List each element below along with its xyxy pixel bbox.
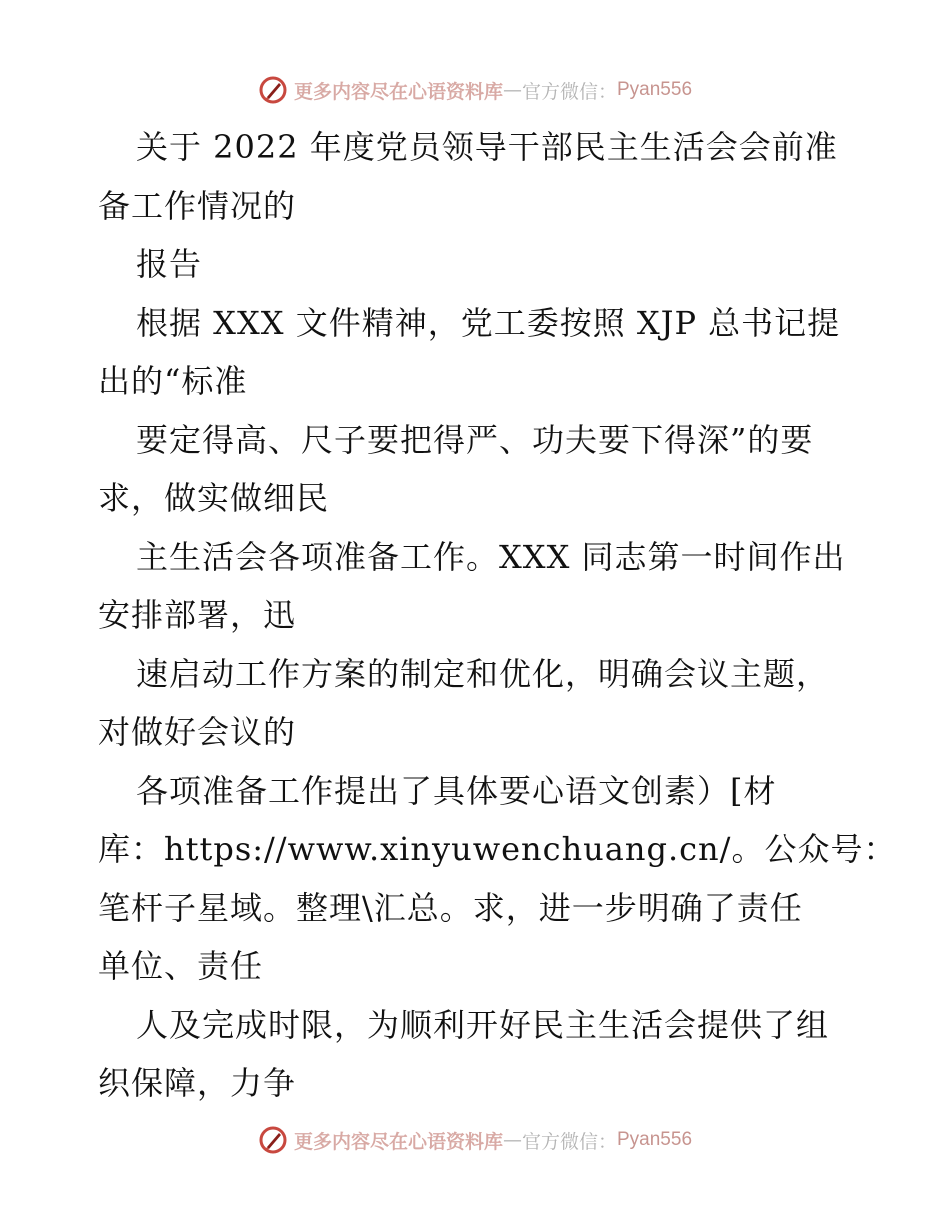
document-line: 各项准备工作提出了具体要心语文创素）[材 [136, 771, 777, 810]
document-line: 主生活会各项准备工作。XXX 同志第一时间作出 [136, 537, 846, 576]
document-line: 报告 [136, 245, 203, 283]
document-line: 备工作情况的 [98, 186, 297, 225]
watermark-account: Pyan556 [617, 79, 693, 100]
document-line: 库：https://www.xinyuwenchuang.cn/。公众号： [98, 830, 897, 868]
document-line: 织保障，力争 [98, 1064, 297, 1102]
document-line: 单位、责任 [98, 947, 264, 985]
watermark-banner-bottom [0, 1120, 950, 1160]
document-line: 根据 XXX 文件精神，党工委按照 XJP 总书记提 [136, 303, 841, 342]
quill-logo-icon [258, 75, 288, 105]
document-line: 笔杆子星域。整理\汇总。求，进一步明确了责任 [98, 888, 803, 927]
document-line: 安排部署，迅 [98, 596, 297, 634]
document-line: 人及完成时限，为顺利开好民主生活会提供了组 [136, 1005, 830, 1044]
document-line: 求，做实做细民 [98, 479, 330, 517]
watermark-dash: — [502, 1129, 522, 1151]
watermark-main-text: 更多内容尽在心语资料库 [293, 80, 503, 103]
document-body [98, 118, 897, 1113]
watermark-main-text: 更多内容尽在心语资料库 [293, 1130, 503, 1153]
watermark-side-text: 官方微信： [521, 80, 617, 103]
document-line: 出的“标准 [98, 362, 248, 400]
document-line: 对做好会议的 [98, 713, 297, 751]
watermark-side-text: 官方微信： [521, 1130, 617, 1153]
document-line: 关于 2022 年度党员领导干部民主生活会会前准 [136, 128, 838, 166]
watermark-account: Pyan556 [617, 1129, 693, 1150]
watermark-dash: — [502, 79, 522, 101]
document-line: 要定得高、尺子要把得严、功夫要下得深”的要 [136, 420, 814, 459]
quill-logo-icon [258, 1125, 288, 1155]
document-line: 速启动工作方案的制定和优化，明确会议主题， [136, 654, 830, 693]
watermark-banner-top [0, 70, 950, 110]
